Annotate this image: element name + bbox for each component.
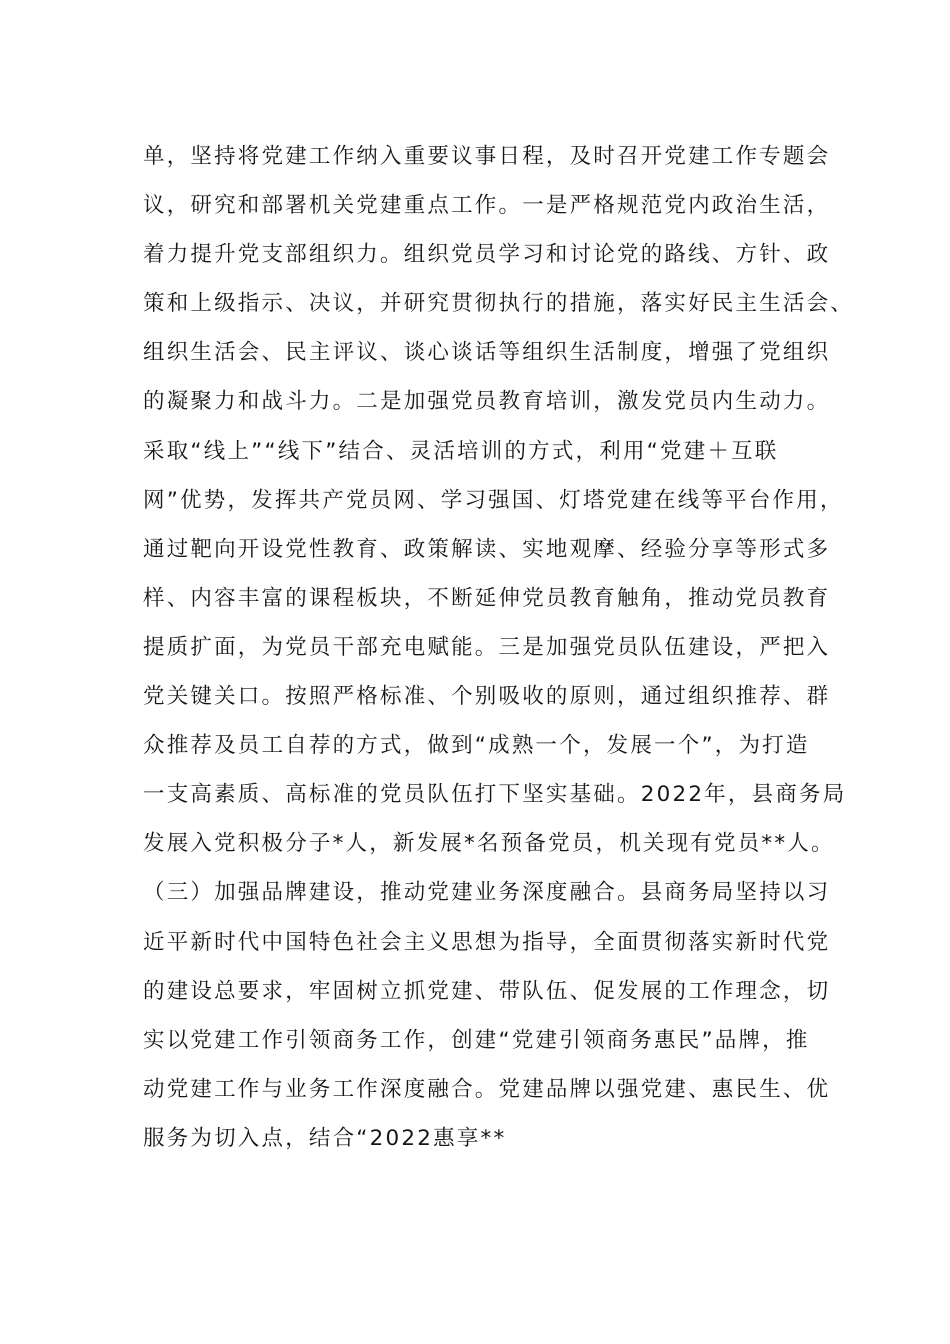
text-line: 发展入党积极分子*人，新发展*名预备党员，机关现有党员**人。 (143, 831, 835, 857)
text-line: 提质扩面，为党员干部充电赋能。三是加强党员队伍建设，严把入 (143, 634, 831, 660)
body-text (143, 132, 855, 1163)
text-line: 众推荐及员工自荐的方式，做到“成熟一个，发展一个”，为打造 (143, 733, 810, 759)
text-line: 策和上级指示、决议，并研究贯彻执行的措施，落实好民主生活会、 (143, 291, 855, 317)
text-line: 实以党建工作引领商务工作，创建“党建引领商务惠民”品牌，推 (143, 1027, 810, 1053)
text-line: 动党建工作与业务工作深度融合。党建品牌以强党建、惠民生、优 (143, 1076, 831, 1102)
text-line: 的建设总要求，牢固树立抓党建、带队伍、促发展的工作理念，切 (143, 978, 831, 1004)
text-line: 网”优势，发挥共产党员网、学习强国、灯塔党建在线等平台作用， (143, 487, 844, 513)
text-line: 的凝聚力和战斗力。二是加强党员教育培训，激发党员内生动力。 (143, 389, 831, 415)
text-line: 议，研究和部署机关党建重点工作。一是严格规范党内政治生活， (143, 193, 831, 219)
text-line: 着力提升党支部组织力。组织党员学习和讨论党的路线、方针、政 (143, 242, 831, 268)
text-line: 样、内容丰富的课程板块，不断延伸党员教育触角，推动党员教育 (143, 585, 831, 611)
section-heading-line: （三）加强品牌建设，推动党建业务深度融合。县商务局坚持以习 (143, 880, 831, 906)
text-line: 服务为切入点，结合“2022惠享** (143, 1125, 507, 1151)
text-line: 采取“线上”“线下”结合、灵活培训的方式，利用“党建＋互联 (143, 438, 779, 464)
text-line: 近平新时代中国特色社会主义思想为指导，全面贯彻落实新时代党 (143, 929, 831, 955)
text-line: 组织生活会、民主评议、谈心谈话等组织生活制度，增强了党组织 (143, 340, 831, 366)
text-line: 党关键关口。按照严格标准、个别吸收的原则，通过组织推荐、群 (143, 684, 831, 710)
text-line: 一支高素质、高标准的党员队伍打下坚实基础。2022年，县商务局 (143, 782, 847, 808)
text-line: 单，坚持将党建工作纳入重要议事日程，及时召开党建工作专题会 (143, 144, 831, 169)
text-line: 通过靶向开设党性教育、政策解读、实地观摩、经验分享等形式多 (143, 536, 831, 562)
